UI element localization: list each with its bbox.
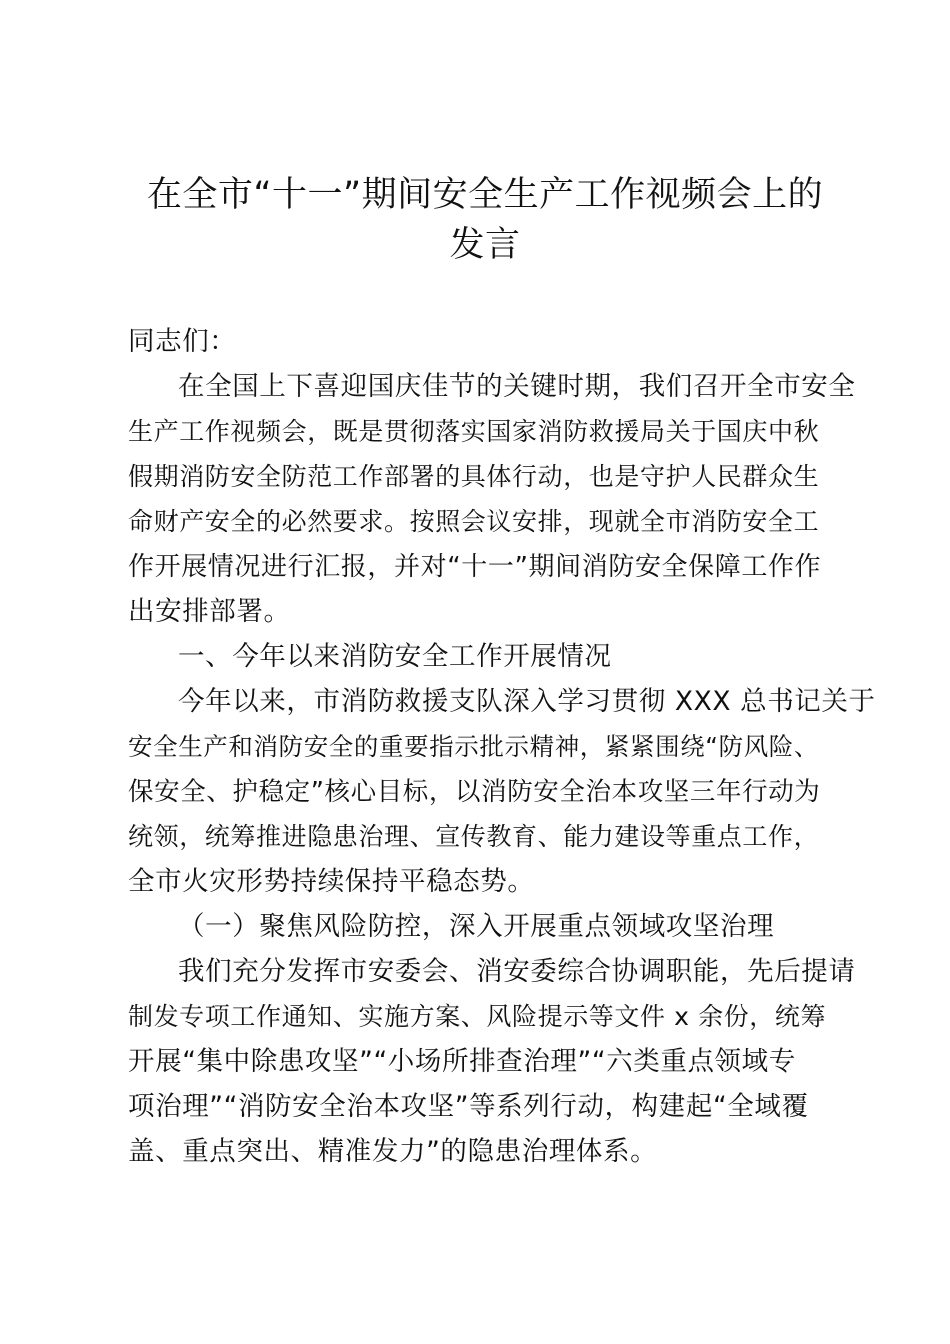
paragraph-2-line: 保安全、护稳定”核心目标，以消防安全治本攻坚三年行动为	[128, 777, 821, 807]
paragraph-3-line: 开展“集中除患攻坚”“小场所排查治理”“六类重点领域专	[128, 1046, 796, 1077]
salutation: 同志们：	[128, 326, 237, 357]
paragraph-3-line: 我们充分发挥市安委会、消安委综合协调职能，先后提请	[178, 956, 856, 987]
paragraph-1-line: 作开展情况进行汇报，并对“十一”期间消防安全保障工作作	[128, 552, 822, 582]
paragraph-1-line: 在全国上下喜迎国庆佳节的关键时期，我们召开全市安全	[178, 371, 856, 402]
paragraph-1-line: 假期消防安全防范工作部署的具体行动，也是守护人民群众生	[128, 462, 820, 491]
subsection-heading-1: （一）聚焦风险防控，深入开展重点领域攻坚治理	[178, 911, 775, 942]
document-title-line-1: 在全市“十一”期间安全生产工作视频会上的	[146, 175, 824, 215]
paragraph-1-line: 出安排部署。	[128, 596, 291, 627]
paragraph-2-line: 全市火灾形势持续保持平稳态势。	[128, 866, 535, 897]
paragraph-2-line: 今年以来，市消防救援支队深入学习贯彻 XXX 总书记关于	[178, 686, 876, 717]
section-heading-1: 一、今年以来消防安全工作开展情况	[178, 641, 612, 672]
paragraph-1-line: 命财产安全的必然要求。按照会议安排，现就全市消防安全工	[128, 507, 820, 536]
paragraph-3-line: 制发专项工作通知、实施方案、风险提示等文件 x 余份，统筹	[128, 1002, 827, 1031]
paragraph-1-line: 生产工作视频会，既是贯彻落实国家消防救援局关于国庆中秋	[128, 417, 820, 446]
document-title-line-2: 发言	[449, 225, 521, 265]
paragraph-3-line: 盖、重点突出、精准发力”的隐患治理体系。	[128, 1136, 658, 1167]
paragraph-3-line: 项治理”“消防安全治本攻坚”等系列行动，构建起“全域覆	[128, 1091, 809, 1122]
paragraph-2-line: 统领，统筹推进隐患治理、宣传教育、能力建设等重点工作，	[128, 822, 820, 851]
paragraph-2-line: 安全生产和消防安全的重要指示批示精神，紧紧围绕“防风险、	[128, 732, 819, 761]
